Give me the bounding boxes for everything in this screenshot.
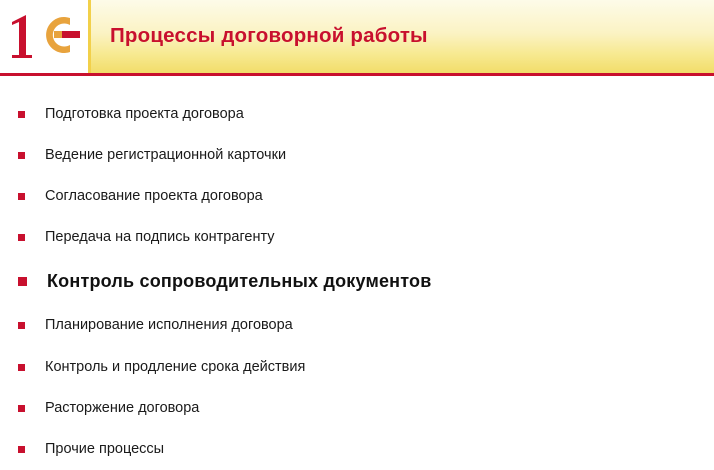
list-item-label: Ведение регистрационной карточки xyxy=(45,147,287,163)
bullet-marker-icon xyxy=(18,152,25,159)
list-item xyxy=(0,184,263,208)
list-item xyxy=(0,437,164,461)
page-title: Процессы договорной работы xyxy=(110,24,428,47)
list-item xyxy=(0,143,286,167)
list-item xyxy=(0,355,305,379)
list-item xyxy=(0,102,244,126)
header-divider xyxy=(88,0,91,73)
list-item xyxy=(0,313,293,337)
1c-logo-icon xyxy=(10,12,82,58)
bullet-marker-icon xyxy=(18,364,25,371)
bullet-marker-icon xyxy=(18,111,25,118)
logo-block xyxy=(0,0,88,73)
list-item-label: Прочие процессы xyxy=(45,441,165,457)
list-item-label: Планирование исполнения договора xyxy=(45,317,293,333)
bullet-marker-icon xyxy=(18,405,25,412)
bullet-marker-icon xyxy=(18,193,25,200)
list-item-label: Подготовка проекта договора xyxy=(45,106,244,122)
bullet-marker-icon xyxy=(18,446,25,453)
list-item-label: Передача на подпись контрагенту xyxy=(45,229,275,245)
bullet-marker-icon xyxy=(18,322,25,329)
list-item xyxy=(0,225,275,249)
list-item-label: Контроль и продление срока действия xyxy=(45,359,306,375)
list-item-label: Контроль сопроводительных документов xyxy=(47,270,432,291)
list-item xyxy=(0,396,199,420)
slide-header xyxy=(0,0,714,76)
list-item-highlighted xyxy=(0,267,431,295)
bullet-marker-icon xyxy=(18,234,25,241)
list-item-label: Согласование проекта договора xyxy=(45,188,263,204)
list-item-label: Расторжение договора xyxy=(45,400,200,416)
bullet-marker-icon xyxy=(18,277,27,286)
bullet-list xyxy=(0,76,714,470)
